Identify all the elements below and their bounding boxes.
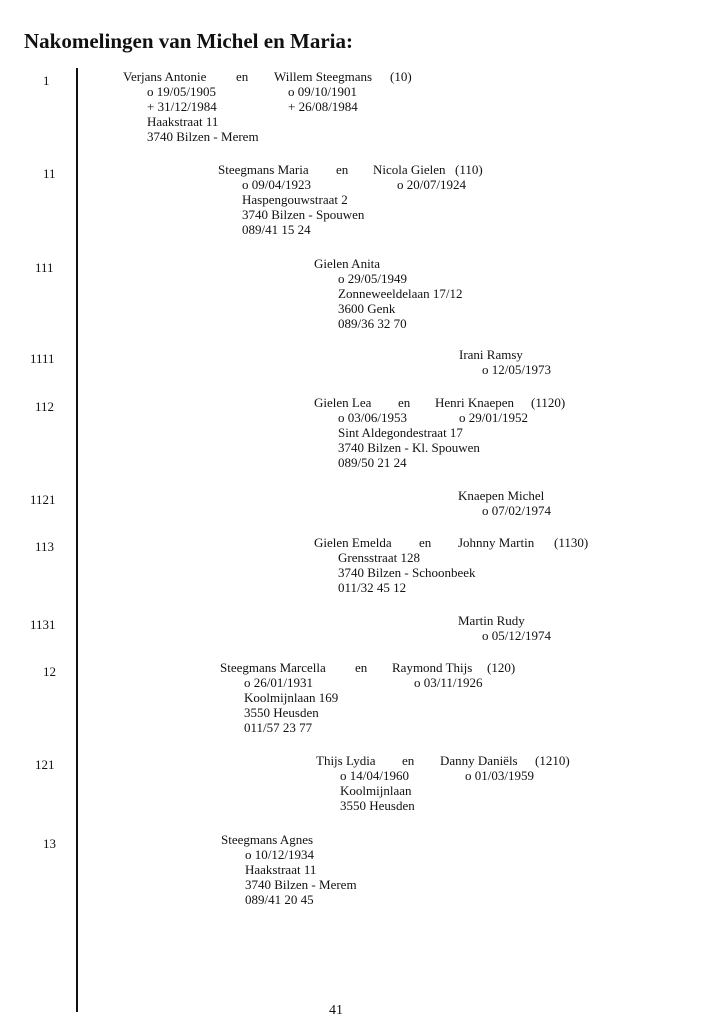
entry-number: 12: [43, 664, 56, 679]
person-detail: Sint Aldegondestraat 17: [338, 425, 463, 440]
partner-detail: o 01/03/1959: [465, 768, 534, 783]
person-detail: + 31/12/1984: [147, 99, 217, 114]
person-detail: Grensstraat 128: [338, 550, 420, 565]
person-detail: 089/41 20 45: [245, 892, 314, 907]
person-detail: 089/50 21 24: [338, 455, 407, 470]
partner-reference: (1130): [554, 535, 589, 550]
person-detail: 011/32 45 12: [338, 580, 407, 595]
connector-en: en: [402, 753, 415, 768]
person-detail: Haspengouwstraat 2: [242, 192, 348, 207]
partner-reference: (10): [390, 69, 412, 84]
entry-number: 1121: [30, 492, 56, 507]
connector-en: en: [336, 162, 349, 177]
partner-reference: (1210): [535, 753, 570, 768]
person-detail: o 14/04/1960: [340, 768, 409, 783]
partner-detail: o 29/01/1952: [459, 410, 528, 425]
person-name: Martin Rudy: [458, 613, 525, 628]
person-name: Knaepen Michel: [458, 488, 545, 503]
entry-number: 13: [43, 836, 56, 851]
entry-number: 112: [35, 399, 55, 414]
partner-reference: (120): [487, 660, 516, 675]
entry-number: 113: [35, 539, 55, 554]
person-detail: o 09/04/1923: [242, 177, 311, 192]
person-detail: o 19/05/1905: [147, 84, 216, 99]
partner-name: Henri Knaepen: [435, 395, 515, 410]
page-title: Nakomelingen van Michel en Maria:: [24, 29, 353, 53]
person-detail: Haakstraat 11: [147, 114, 219, 129]
person-name: Irani Ramsy: [459, 347, 523, 362]
partner-detail: o 09/10/1901: [288, 84, 357, 99]
person-detail: 3550 Heusden: [340, 798, 415, 813]
entry-number: 121: [35, 757, 55, 772]
person-detail: 3740 Bilzen - Merem: [147, 129, 259, 144]
entry-number: 1111: [30, 351, 55, 366]
partner-reference: (1120): [531, 395, 566, 410]
person-detail: o 12/05/1973: [482, 362, 551, 377]
partner-name: Johnny Martin: [458, 535, 535, 550]
person-name: Steegmans Maria: [218, 162, 309, 177]
person-detail: 089/36 32 70: [338, 316, 407, 331]
partner-detail: o 20/07/1924: [397, 177, 466, 192]
person-detail: o 26/01/1931: [244, 675, 313, 690]
person-detail: o 07/02/1974: [482, 503, 551, 518]
connector-en: en: [419, 535, 432, 550]
person-detail: 3740 Bilzen - Spouwen: [242, 207, 365, 222]
page-number: 41: [329, 1003, 343, 1018]
person-detail: 3600 Genk: [338, 301, 396, 316]
connector-en: en: [236, 69, 249, 84]
person-detail: Koolmijnlaan 169: [244, 690, 339, 705]
person-detail: 3740 Bilzen - Kl. Spouwen: [338, 440, 480, 455]
person-detail: Koolmijnlaan: [340, 783, 412, 798]
person-name: Thijs Lydia: [316, 753, 376, 768]
person-detail: 3740 Bilzen - Merem: [245, 877, 357, 892]
connector-en: en: [398, 395, 411, 410]
partner-reference: (110): [455, 162, 483, 177]
person-detail: Haakstraat 11: [245, 862, 317, 877]
person-detail: 3550 Heusden: [244, 705, 319, 720]
entry-number: 11: [43, 166, 56, 181]
person-detail: 011/57 23 77: [244, 720, 313, 735]
person-name: Steegmans Marcella: [220, 660, 326, 675]
partner-detail: + 26/08/1984: [288, 99, 358, 114]
person-detail: Zonneweeldelaan 17/12: [338, 286, 463, 301]
person-detail: o 05/12/1974: [482, 628, 551, 643]
partner-detail: o 03/11/1926: [414, 675, 483, 690]
connector-en: en: [355, 660, 368, 675]
person-name: Verjans Antonie: [123, 69, 207, 84]
partner-name: Willem Steegmans: [274, 69, 373, 84]
person-detail: 3740 Bilzen - Schoonbeek: [338, 565, 476, 580]
person-detail: o 10/12/1934: [245, 847, 314, 862]
person-name: Gielen Lea: [314, 395, 372, 410]
person-detail: 089/41 15 24: [242, 222, 311, 237]
person-detail: o 29/05/1949: [338, 271, 407, 286]
partner-name: Danny Daniëls: [440, 753, 518, 768]
entry-number: 1: [43, 73, 50, 88]
person-detail: o 03/06/1953: [338, 410, 407, 425]
entry-number: 111: [35, 260, 54, 275]
partner-name: Raymond Thijs: [392, 660, 473, 675]
generation-divider-line: [76, 68, 78, 1012]
person-name: Gielen Anita: [314, 256, 381, 271]
partner-name: Nicola Gielen: [373, 162, 446, 177]
person-name: Gielen Emelda: [314, 535, 392, 550]
entry-number: 1131: [30, 617, 56, 632]
person-name: Steegmans Agnes: [221, 832, 314, 847]
